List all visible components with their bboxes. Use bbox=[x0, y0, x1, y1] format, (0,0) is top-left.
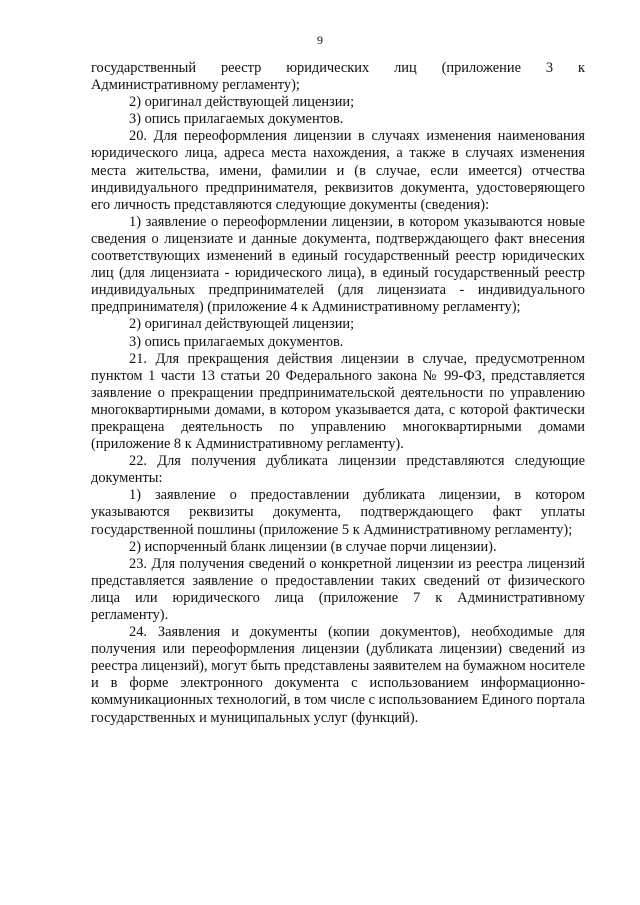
paragraph-clause-21: 21. Для прекращения действия лицензии в случае, предусмотренном пунктом 1 части 13 статьи 20 Федерального закона № 99-ФЗ, представляется заявление о прекращении предпринимательской деятельности по управлению многоквартирными домами, в котором указывается дата, с которой фактически прекращена деятельность по управлению многоквартирными домами (приложение 8 к Административному регламенту). bbox=[91, 350, 585, 453]
paragraph-item: 2) испорченный бланк лицензии (в случае порчи лицензии). bbox=[129, 538, 497, 555]
paragraph-item: 2) оригинал действующей лицензии; bbox=[129, 94, 355, 111]
paragraph-item: 1) заявление о переоформлении лицензии, в котором указываются новые сведения о лицензиате и данные документа, подтверждающего факт внесения соответствующих изменений в единый государственный реестр юридических лиц (для лицензиата - юридического лица), в единый государственный реестр индивидуальных предпринимателей (для лицензиата - индивидуального предпринимателя) (приложение 4 к Административному регламенту); bbox=[91, 213, 585, 316]
paragraph-clause-23: 23. Для получения сведений о конкретной лицензии из реестра лицензий представляется заявление о предоставлении таких сведений от физического лица или юридического лица (приложение 7 к Административному регламенту). bbox=[91, 555, 585, 623]
paragraph-clause-20: 20. Для переоформления лицензии в случаях изменения наименования юридического лица, адреса места нахождения, а также в случаях изменения места жительства, имени, фамилии и (в случае, если имеется) отчества индивидуального предпринимателя, реквизитов документа, удостоверяющего его личность представляются следующие документы (сведения): bbox=[91, 128, 585, 213]
paragraph-continuation: государственный реестр юридических лиц (приложение 3 к Административному регламенту); bbox=[91, 60, 585, 94]
paragraph-item: 3) опись прилагаемых документов. bbox=[129, 111, 344, 128]
paragraph-item: 3) опись прилагаемых документов. bbox=[129, 333, 344, 350]
paragraph-item: 1) заявление о предоставлении дубликата лицензии, в котором указываются реквизиты документа, подтверждающего факт уплаты государственной пошлины (приложение 5 к Административному регламенту); bbox=[91, 487, 585, 538]
document-body bbox=[91, 60, 585, 727]
paragraph-clause-24: 24. Заявления и документы (копии документов), необходимые для получения или переоформления лицензии (дубликата лицензии) сведений из реестра лицензий), могут быть представлены заявителем на бумажном носителе и в форме электронного документа с использованием информационно-коммуникационных технологий, в том числе с использованием Единого портала государственных и муниципальных услуг (функций). bbox=[91, 624, 585, 726]
paragraph-item: 2) оригинал действующей лицензии; bbox=[129, 316, 355, 333]
page-number: 9 bbox=[317, 33, 323, 47]
paragraph-clause-22: 22. Для получения дубликата лицензии представляются следующие документы: bbox=[91, 453, 585, 487]
